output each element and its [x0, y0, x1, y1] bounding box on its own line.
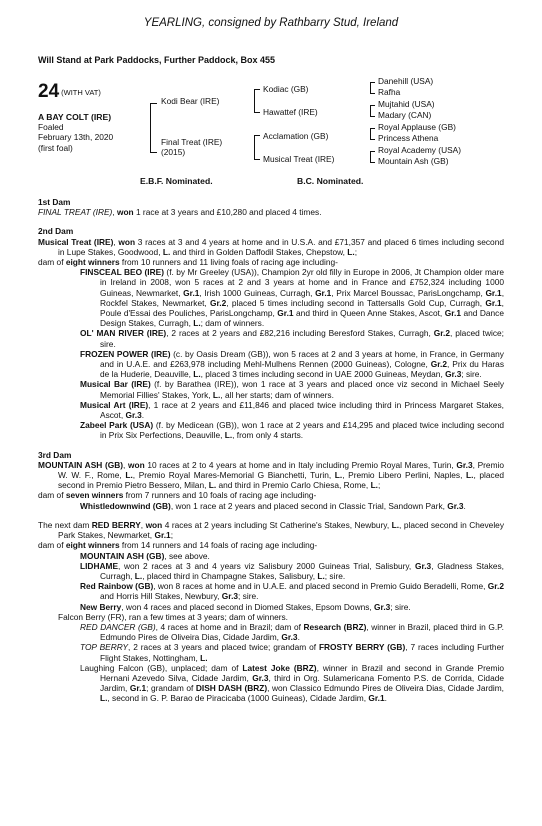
bracket-sd: [370, 105, 375, 117]
ped-ddd: Mountain Ash (GB): [378, 156, 449, 166]
dam: Final Treat (IRE): [161, 137, 223, 147]
first-dam-text: FINAL TREAT (IRE), won 1 race at 3 years and £10,280 and placed 4 times.: [38, 207, 322, 218]
bracket-dd: [370, 151, 375, 163]
produce-musical-bar: Musical Bar (IRE) (f. by Barathea (IRE)), won 1 race at 3 years and placed once viz second in Michael Seely Memorial Fillies' Stakes, York, L., all her starts; dam of winners.: [80, 379, 504, 400]
produce-lidhame: LIDHAME, won 2 races at 3 and 4 years viz Salisbury 2000 Guineas Trial, Salisbury, Gr.3, Gladness Stakes, Curragh, L., placed third in Champagne Stakes, Salisbury, L.; sire.: [80, 560, 504, 581]
page-header: YEARLING, consigned by Rathbarry Stud, Ireland: [143, 17, 399, 29]
produce-ol-man-river: OL' MAN RIVER (IRE), 2 races at 2 years and £82,216 including Beresford Stakes, Curragh, Gr.2, placed twice; sire.: [80, 328, 504, 349]
second-dam-heading: 2nd Dam: [38, 226, 74, 237]
bracket-ss: [370, 82, 375, 94]
produce-zabeel-park: Zabeel Park (USA) (f. by Medicean (GB)), won 1 race at 2 years and £14,295 and placed twice including second in Prix Six Perfections, Deauville, L., from only 4 starts.: [80, 420, 504, 441]
sire-dam: Hawattef (IRE): [263, 107, 318, 117]
lot-number: 24 (WITH VAT): [38, 81, 101, 102]
ped-dsd: Princess Athena: [378, 133, 439, 143]
bracket-dam: [254, 135, 260, 160]
produce-laughing-falcon: Laughing Falcon (GB), unplaced; dam of Latest Joke (BRZ), winner in Brazil and second in Grande Premio Hernani Azevedo Silva, Cidade Jardim, Gr.3, third in Org. Sulamericana Fomento P.S. de Corrida, Cidade Jardim, Gr.1; grandam of DISH DASH (BRZ), won Classico Edmundo Pires de Oliveira Dias, Cidade Jardim, L., second in G. P. Barao de Piracicaba (1000 Guineas), Cidade Jardim, Gr.1.: [80, 662, 504, 704]
ped-dss: Royal Applause (GB): [378, 122, 456, 132]
second-dam-text: Musical Treat (IRE), won 3 races at 3 and 4 years at home and in U.S.A. and £71,357 and placed 6 times including second in Lupe Stakes, Goodwood, L. and third in Golden Daffodil Stakes, Chepstow, L.;: [38, 236, 504, 257]
third-dam-heading: 3rd Dam: [38, 449, 72, 460]
produce-red-rainbow: Red Rainbow (GB), won 8 races at home and in U.A.E. and placed second in Premio Guido Beradelli, Rome, Gr.2 and Horris Hill Stakes, Newbury, Gr.3; sire.: [80, 581, 504, 602]
second-dam-produce: dam of eight winners from 10 runners and 11 living foals of racing age including-: [38, 257, 338, 268]
dam-dam: Musical Treat (IRE): [263, 154, 335, 164]
bracket-sire: [254, 89, 260, 113]
first-dam-heading: 1st Dam: [38, 197, 71, 207]
bc-nomination: B.C. Nominated.: [297, 176, 364, 186]
sire: Kodi Bear (IRE): [161, 96, 220, 106]
bracket-main: [150, 103, 157, 153]
stand-location: Will Stand at Park Paddocks, Further Paddock, Box 455: [38, 55, 275, 65]
produce-whistledownwind: Whistledownwind (GB), won 1 race at 2 years and placed second in Classic Trial, Sandown Park, Gr.3.: [80, 500, 466, 511]
red-berry-text: The next dam RED BERRY, won 4 races at 2 years including St Catherine's Stakes, Newbury, L., placed second in Cheveley Park Stakes, Newmarket, Gr.1;: [38, 519, 504, 541]
third-dam-text: MOUNTAIN ASH (GB), won 10 races at 2 to 4 years at home and in Italy including Premio Royal Mares, Turin, Gr.3, Premio W. W. F., Rome, L., Premio Royal Mares-Memorial G Bianchetti, Turin, L., Premio Libero Perlini, Naples, L., placed second in Premio Pietro Bessero, Milan, L. and third in Premio Carlo Chiesa, Rome, L.;: [38, 459, 505, 491]
sire-sire: Kodiac (GB): [263, 84, 309, 94]
produce-red-dancer: RED DANCER (GB), 4 races at home and in Brazil; dam of Research (BRZ), winner in Brazil, placed third in G.P. Edmundo Pires de Oliveira Dias, Cidade Jardim, Gr.3.: [80, 621, 504, 643]
ped-sds: Mujtahid (USA): [378, 99, 435, 109]
dam-sire: Acclamation (GB): [263, 131, 329, 141]
third-dam-produce: dam of seven winners from 7 runners and 10 foals of racing age including-: [38, 490, 317, 501]
ped-sss: Danehill (USA): [378, 76, 434, 86]
colt-details: A BAY COLT (IRE) Foaled February 13th, 2020 (first foal): [38, 112, 114, 153]
pedigree-body: [38, 197, 504, 704]
produce-new-berry: New Berry, won 4 races and placed second in Diomed Stakes, Epsom Downs, Gr.3; sire.: [80, 601, 411, 612]
produce-top-berry: TOP BERRY, 2 races at 3 years and placed twice; grandam of FROSTY BERRY (GB), 7 races including Further Flight Stakes, Nottingham, L.: [80, 642, 504, 663]
produce-frozen-power: FROZEN POWER (IRE) (c. by Oasis Dream (GB)), won 5 races at 2 and 3 years at home, in France, in Germany and in U.A.E. and £263,978 including Mehl-Mulhens Rennen (2000 Guineas), Cologne, Gr.2, Prix du Haras de la Huderie, Deauville, L., placed 3 times including second in UAE 2000 Guineas, Meydan, Gr.3; sire.: [80, 348, 504, 380]
red-berry-produce: dam of eight winners from 14 runners and 14 foals of racing age including-: [38, 540, 318, 551]
ped-sdd: Madary (CAN): [378, 110, 432, 120]
produce-mountain-ash: MOUNTAIN ASH (GB), see above.: [80, 550, 210, 561]
bracket-ds: [370, 128, 375, 140]
dam-year: (2015): [161, 147, 186, 157]
ped-dds: Royal Academy (USA): [378, 145, 462, 155]
produce-musical-art: Musical Art (IRE), 1 race at 2 years and £11,846 and placed twice including third in Princess Margaret Stakes, Ascot, Gr.3.: [80, 399, 504, 421]
produce-finsceal-beo: FINSCEAL BEO (IRE) (f. by Mr Greeley (USA)), Champion 2yr old filly in Europe in 2006, Jt Champion older mare in Ireland in 2008, won 5 races at 2 and 3 years at home and in France and £752,324 including 1000 Guineas, Newmarket, Gr.1, Irish 1000 Guineas, Curragh, Gr.1, Prix Marcel Boussac, ParisLongchamp, Gr.1, Rockfel Stakes, Newmarket, Gr.2, placed 5 times including second in Tattersalls Gold Cup, Curragh, Gr.1, Poule d'Essai des Pouliches, ParisLongchamp, Gr.1 and third in Queen Anne Stakes, Ascot, Gr.1 and Dance Design Stakes, Curragh, L.; dam of winners.: [80, 267, 505, 329]
produce-falcon-berry: Falcon Berry (FR), ran a few times at 3 years; dam of winners.: [58, 611, 288, 622]
ebf-nomination: E.B.F. Nominated.: [140, 176, 213, 186]
ped-ssd: Rafha: [378, 87, 401, 97]
